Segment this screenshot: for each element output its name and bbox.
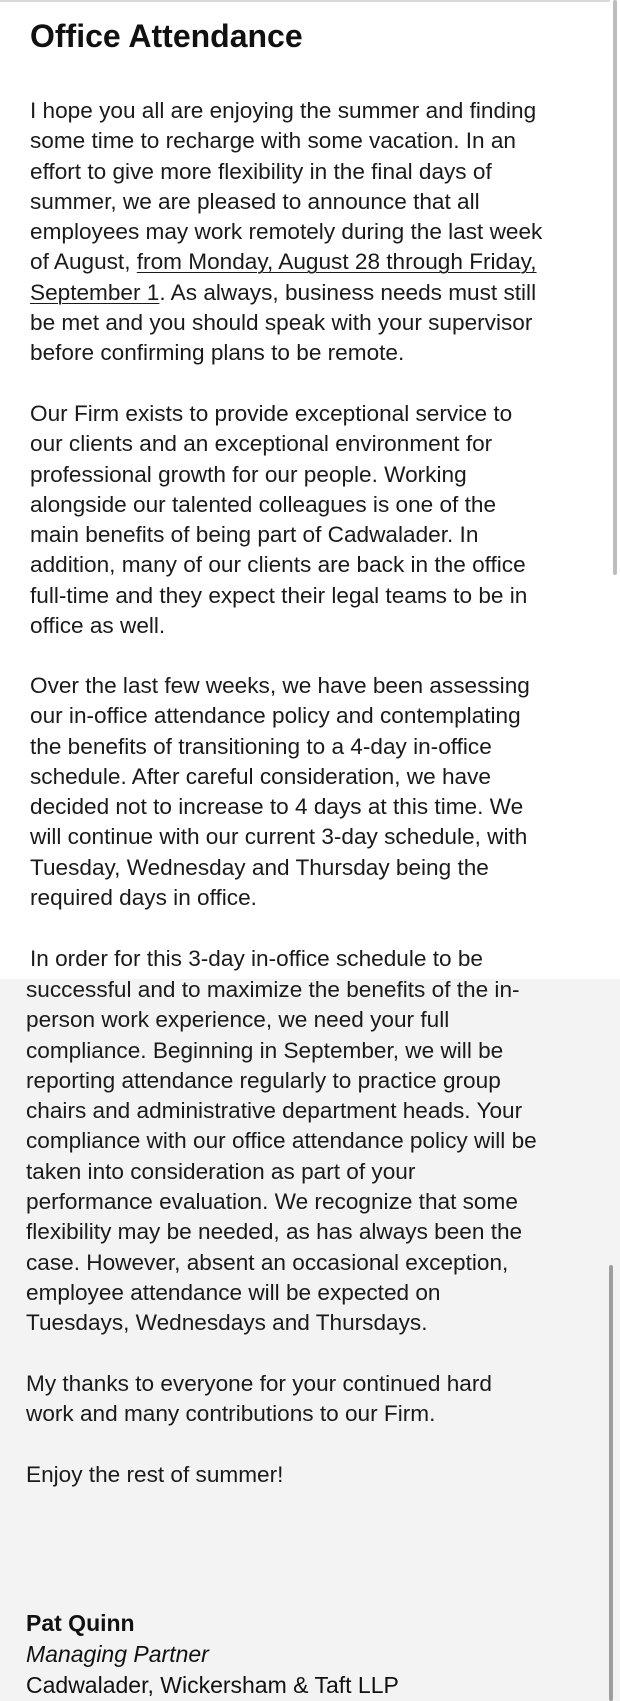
paragraph-compliance: successful and to maximize the benefits of the in- person work experience, we need your full compliance. Beginning in September, we will be reporting attendance regularly to practice group chairs and administrative department heads. Your compliance with our office attendance policy will be taken into consideration as part of your performance evaluation. We recognize that some flexibility may be needed, as has always been the case. However, absent an occasional exception, employee attendance will be expected on Tuesdays, Wednesdays and Thursdays. [26,977,537,1336]
date-range-link-part-1[interactable]: from Monday, August 28 through Friday, [136,249,537,275]
scrollbar-thumb-bottom[interactable] [609,1265,613,1701]
signature-title: Managing Partner [26,1641,209,1667]
scrollbar-thumb-top[interactable] [613,0,617,575]
paragraph-remote-week-text-before: I hope you all are enjoying the summer and finding some time to recharge with some vacation. In an effort to give more flexibility in the final days of summer, we are pleased to announce that all employees may work remotely during the last week of August, [30,98,543,275]
signature-name: Pat Quinn [26,1610,135,1636]
paragraph-remote-week-text-after: . As always, business needs must still be met and you should speak with your supervisor before confirming plans to be remote. [30,279,537,366]
paragraph-firm-purpose: Our Firm exists to provide exceptional service to our clients and an exceptional environment for professional growth for our people. Working alongside our talented colleagues is one of the main benefits of being part of Cadwalader. In addition, many of our clients are back in the office full-time and they expect their legal teams to be in office as well. [30,401,528,639]
paragraph-remote-week [30,96,542,369]
paragraph-compliance-first-line: In order for this 3-day in-office schedule to be [30,946,483,971]
date-range-link-part-2[interactable]: September 1 [30,279,160,305]
paragraph-attendance-policy: Over the last few weeks, we have been assessing our in-office attendance policy and contemplating the benefits of transitioning to a 4-day in-office schedule. After careful consideration, we have decided not to increase to 4 days at this time. We will continue with our current 3-day schedule, with Tuesday, Wednesday and Thursday being the required days in office. [30,673,530,911]
signature-firm: Cadwalader, Wickersham & Taft LLP [26,1672,399,1698]
paragraph-closing: Enjoy the rest of summer! [26,1462,284,1487]
paragraph-thanks: My thanks to everyone for your continued hard work and many contributions to our Firm. [26,1371,492,1427]
page-title: Office Attendance [30,18,303,54]
top-divider [0,0,610,2]
